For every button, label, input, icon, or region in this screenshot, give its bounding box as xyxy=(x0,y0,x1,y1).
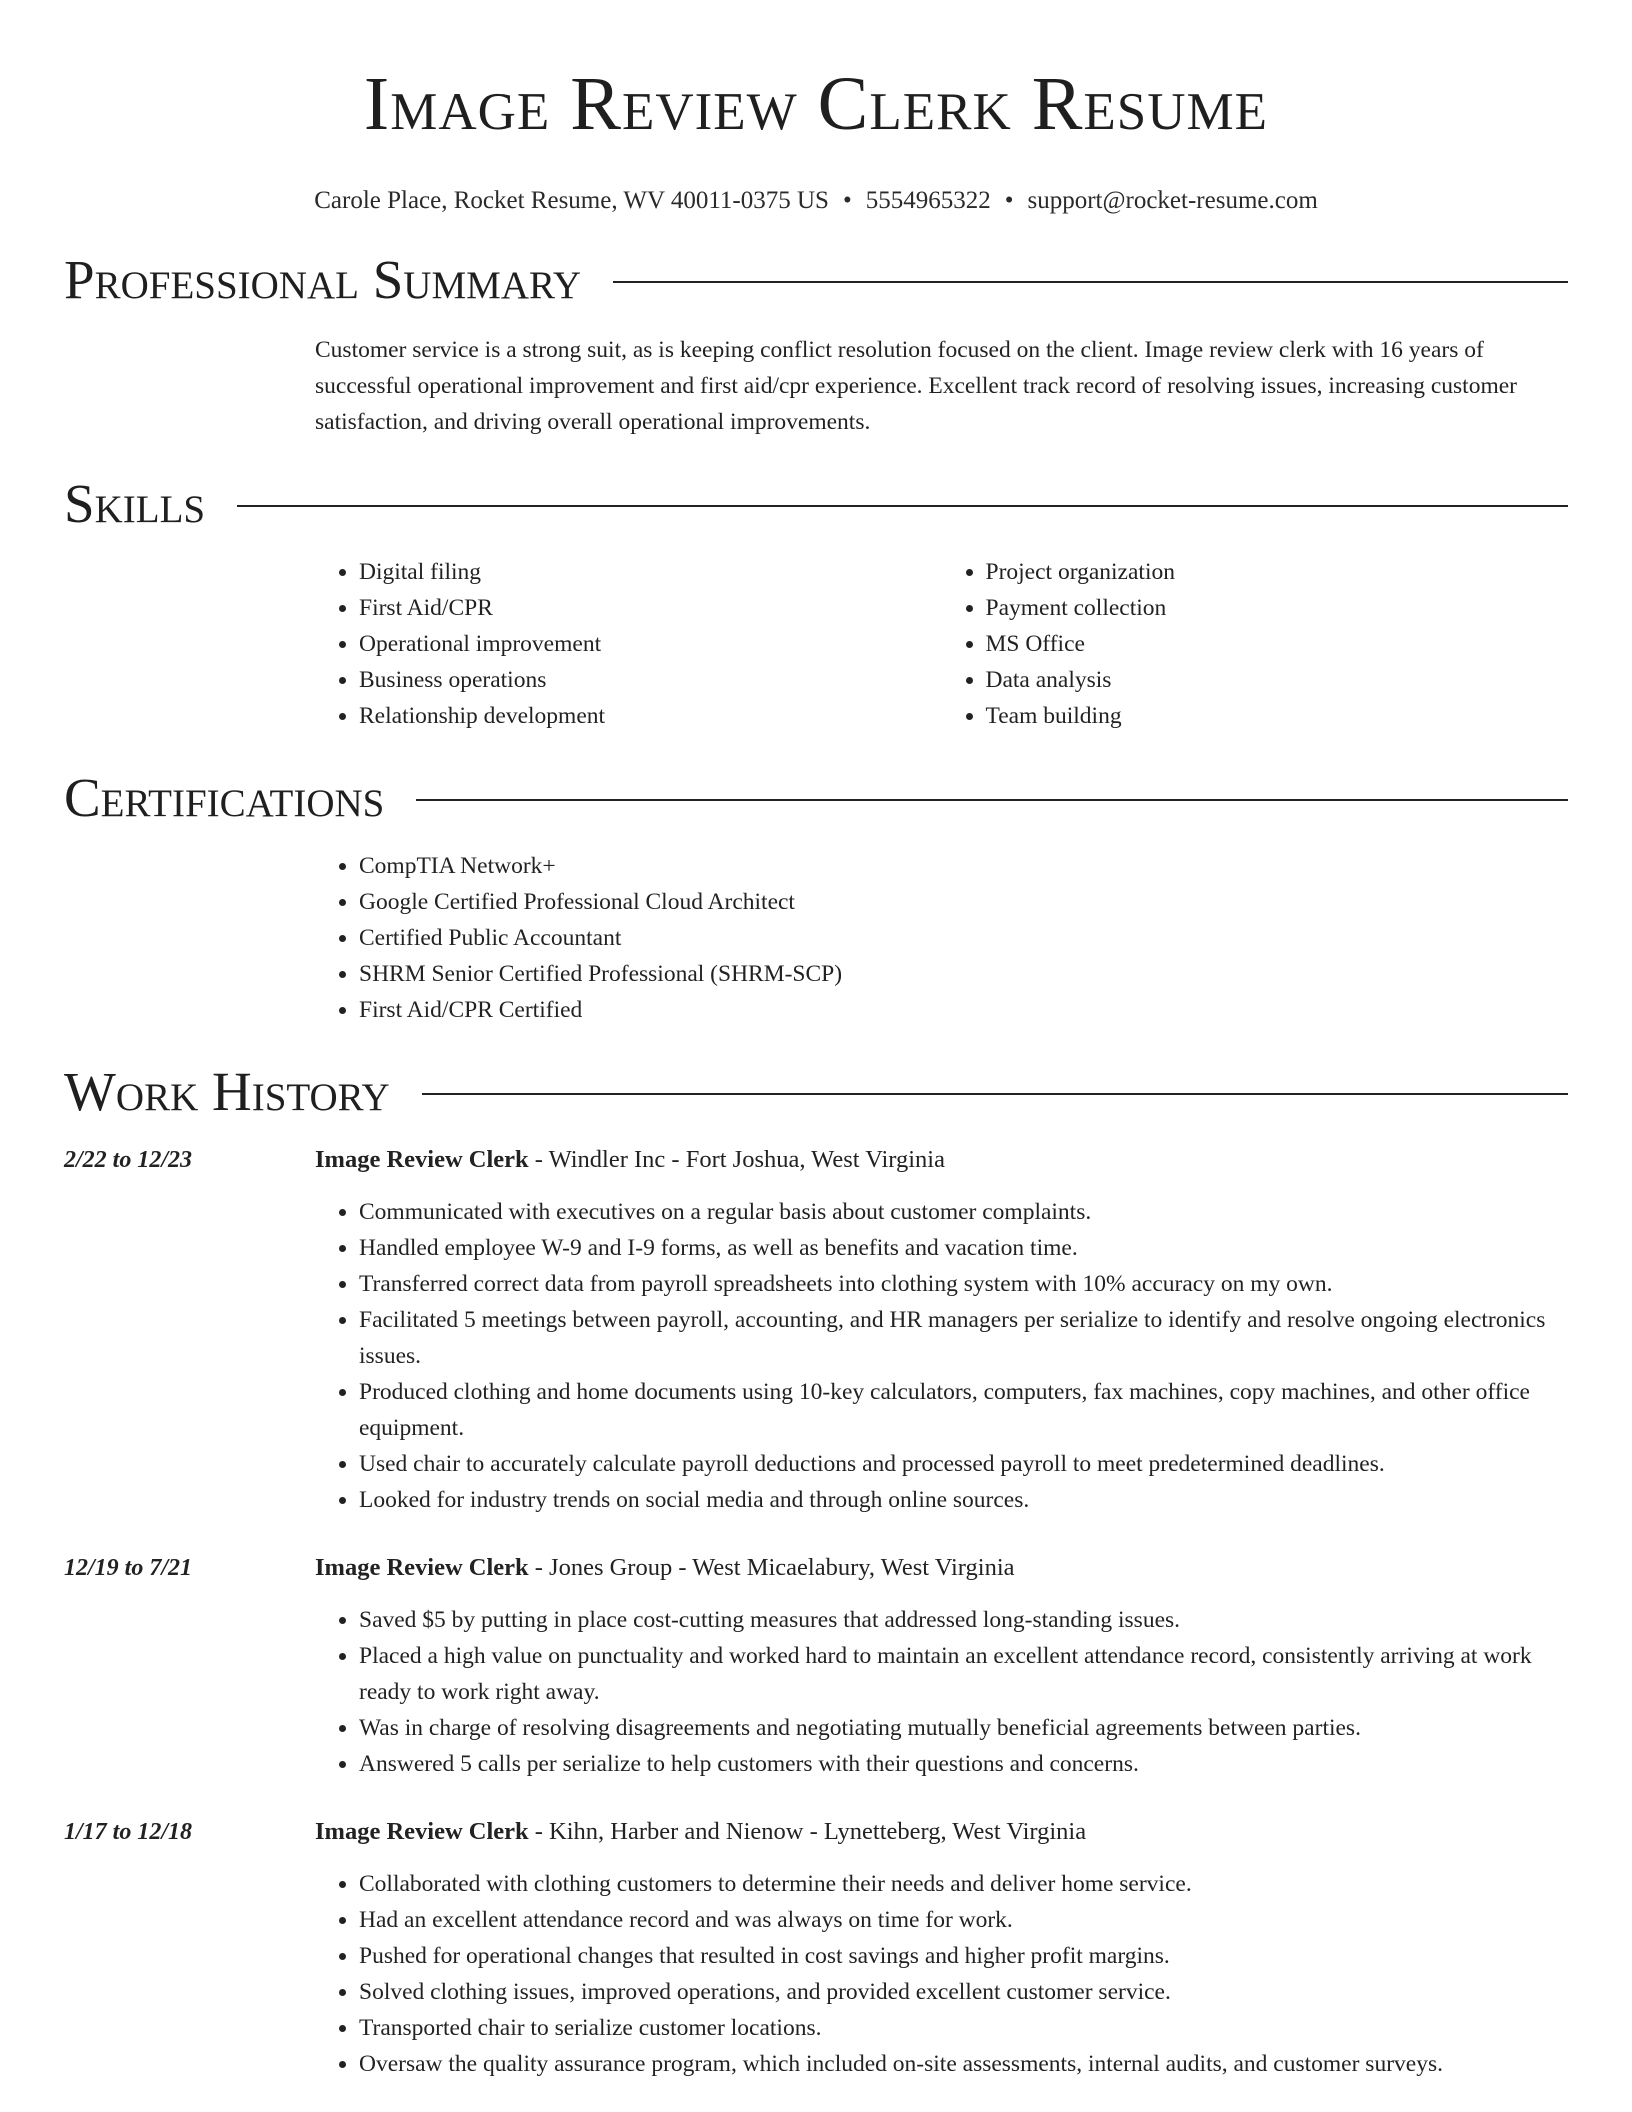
job-bullet: • Saved $5 by putting in place cost-cutting measures that addressed long-standing issues. xyxy=(359,1602,1568,1638)
job-bullet: • Placed a high value on punctuality and worked hard to maintain an excellent attendance record, consistently arriving at work ready to work right away. xyxy=(359,1638,1568,1710)
job-employer-location: - Kihn, Harber and Nienow - Lynetteberg, West Virginia xyxy=(528,1818,1087,1845)
summary-text: Customer service is a strong suit, as is keeping conflict resolution focused on the client. Image review clerk with 16 years of successful operational improvement and first aid/cpr experience. Excellent track record of resolving issues, increasing customer satisfaction, and driving overall operational improvements. xyxy=(315,337,1517,435)
section-divider xyxy=(422,1093,1568,1095)
section-title-skills: Skills xyxy=(64,473,206,534)
skill-item: • Digital filing xyxy=(359,554,942,590)
job-bullet: • Facilitated 5 meetings between payroll, accounting, and HR managers per serialize to identify and resolve ongoing electronics issues. xyxy=(359,1302,1568,1374)
job-heading xyxy=(315,1142,1568,1178)
certification-item: • Certified Public Accountant xyxy=(359,920,1568,956)
job-bullet: • Oversaw the quality assurance program, which included on-site assessments, internal audits, and customer surveys. xyxy=(359,2046,1568,2082)
job-dates: 1/17 to 12/18 xyxy=(64,1819,193,1845)
page-title: Image Review Clerk Resume xyxy=(363,62,1269,146)
skill-item: • First Aid/CPR xyxy=(359,590,942,626)
section-divider xyxy=(237,505,1568,507)
contact-email: support@rocket-resume.com xyxy=(1027,187,1318,214)
skill-item: • Project organization xyxy=(986,554,1569,590)
section-title-summary: Professional Summary xyxy=(64,249,582,310)
job-dates: 12/19 to 7/21 xyxy=(64,1555,193,1581)
job-bullet: • Solved clothing issues, improved operations, and provided excellent customer service. xyxy=(359,1974,1568,2010)
job-entry xyxy=(64,1550,1568,1782)
job-title: Image Review Clerk xyxy=(315,1818,529,1845)
job-bullet: • Transported chair to serialize customer locations. xyxy=(359,2010,1568,2046)
section-divider xyxy=(613,281,1568,283)
job-bullet: • Pushed for operational changes that resulted in cost savings and higher profit margins. xyxy=(359,1938,1568,1974)
job-bullets xyxy=(315,1866,1568,2082)
job-content xyxy=(315,1550,1568,1782)
job-bullet: • Collaborated with clothing customers to determine their needs and deliver home service. xyxy=(359,1866,1568,1902)
section-title-work-history: Work History xyxy=(64,1061,390,1122)
section-header-summary xyxy=(64,250,1568,310)
section-divider xyxy=(416,799,1568,801)
job-bullets xyxy=(315,1194,1568,1518)
section-header-certifications xyxy=(64,768,1568,828)
job-bullet: • Was in charge of resolving disagreements and negotiating mutually beneficial agreements between parties. xyxy=(359,1710,1568,1746)
skill-item: • Business operations xyxy=(359,662,942,698)
job-bullet: • Looked for industry trends on social media and through online sources. xyxy=(359,1482,1568,1518)
job-bullet: • Used chair to accurately calculate payroll deductions and processed payroll to meet predetermined deadlines. xyxy=(359,1446,1568,1482)
job-employer-location: - Jones Group - West Micaelabury, West Virginia xyxy=(528,1554,1015,1581)
job-dates: 2/22 to 12/23 xyxy=(64,1147,193,1173)
section-header-work-history xyxy=(64,1062,1568,1122)
job-bullet: • Communicated with executives on a regular basis about customer complaints. xyxy=(359,1194,1568,1230)
skill-item: • Team building xyxy=(986,698,1569,734)
job-heading xyxy=(315,1550,1568,1586)
job-bullet: • Transferred correct data from payroll spreadsheets into clothing system with 10% accuracy on my own. xyxy=(359,1266,1568,1302)
skills-column-right xyxy=(942,554,1569,734)
skill-item: • Operational improvement xyxy=(359,626,942,662)
certification-item: • First Aid/CPR Certified xyxy=(359,992,1568,1028)
skill-item: • Relationship development xyxy=(359,698,942,734)
job-heading xyxy=(315,1814,1568,1850)
job-content xyxy=(315,1814,1568,2082)
job-bullets xyxy=(315,1602,1568,1782)
job-bullet: • Produced clothing and home documents using 10-key calculators, computers, fax machines, copy machines, and other office equipment. xyxy=(359,1374,1568,1446)
job-entry xyxy=(64,1142,1568,1518)
job-title: Image Review Clerk xyxy=(315,1146,529,1173)
contact-address: Carole Place, Rocket Resume, WV 40011-0375 US xyxy=(314,187,829,214)
job-bullet: • Answered 5 calls per serialize to help customers with their questions and concerns. xyxy=(359,1746,1568,1782)
job-employer-location: - Windler Inc - Fort Joshua, West Virginia xyxy=(528,1146,945,1173)
section-title-certifications: Certifications xyxy=(64,767,385,828)
contact-line xyxy=(64,186,1568,216)
skill-item: • Data analysis xyxy=(986,662,1569,698)
job-content xyxy=(315,1142,1568,1518)
contact-separator: • xyxy=(1004,187,1014,214)
certification-item: • SHRM Senior Certified Professional (SHRM-SCP) xyxy=(359,956,1568,992)
section-header-skills xyxy=(64,474,1568,534)
skills-column-left xyxy=(315,554,942,734)
certifications-list xyxy=(315,848,1568,1028)
job-bullet: • Handled employee W-9 and I-9 forms, as well as benefits and vacation time. xyxy=(359,1230,1568,1266)
certifications-items xyxy=(315,848,1568,1028)
contact-separator: • xyxy=(842,187,852,214)
job-bullet: • Had an excellent attendance record and was always on time for work. xyxy=(359,1902,1568,1938)
contact-phone: 5554965322 xyxy=(865,187,991,214)
job-title: Image Review Clerk xyxy=(315,1554,529,1581)
skill-item: • Payment collection xyxy=(986,590,1569,626)
certification-item: • Google Certified Professional Cloud Architect xyxy=(359,884,1568,920)
skill-item: • MS Office xyxy=(986,626,1569,662)
certification-item: • CompTIA Network+ xyxy=(359,848,1568,884)
job-entry xyxy=(64,1814,1568,2082)
skills-list xyxy=(315,554,1568,734)
